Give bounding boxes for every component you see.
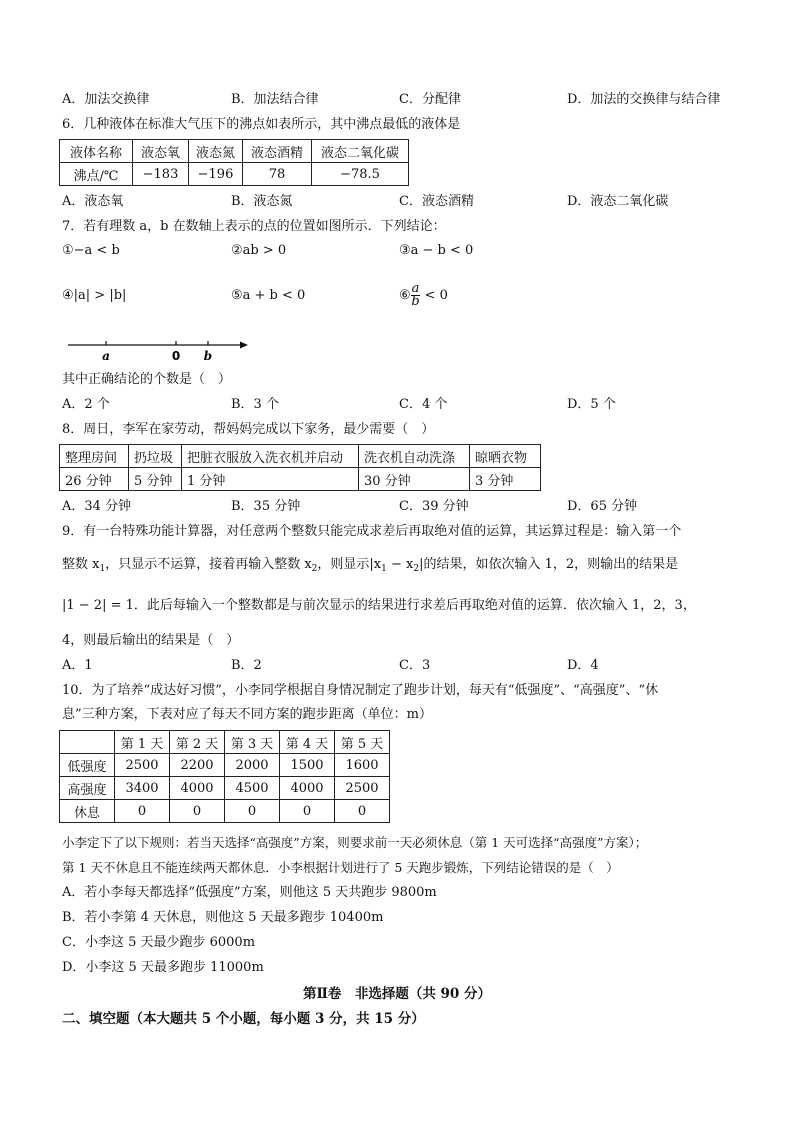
table-cell: 整理房间: [60, 445, 129, 468]
q10-option-d: D．小李这 5 天最多跑步 11000m: [62, 960, 264, 975]
q6-boiling-table: [59, 139, 409, 186]
table-cell: 5 分钟: [129, 468, 182, 491]
table-cell: 洗衣机自动洗涤: [359, 445, 470, 468]
table-cell: 2000: [225, 754, 280, 777]
table-cell: 第 3 天: [225, 731, 280, 754]
q10-line-2: 息”三种方案，下表对应了每天不同方案的跑步距离（单位：m）: [62, 707, 432, 722]
subscript: 1: [381, 564, 387, 574]
table-row: [60, 777, 390, 800]
q7-conclusion-4: ④|a| > |b|: [62, 288, 127, 303]
table-cell: 把脏衣服放入洗衣机并启动: [182, 445, 359, 468]
table-cell: 30 分钟: [359, 468, 470, 491]
table-cell: 0: [335, 800, 390, 823]
q10-line-1: 10．为了培养“成达好习惯”，小李同学根据自身情况制定了跑步计划，每天有“低强度”、“高强度”、“休: [62, 683, 659, 698]
q10-running-table: [59, 730, 390, 823]
axis-label-a: a: [102, 349, 110, 362]
table-cell: 2200: [170, 754, 225, 777]
subscript: 2: [311, 564, 318, 574]
table-cell: 3400: [115, 777, 170, 800]
fraction: [411, 283, 421, 308]
number-line-arrow: [240, 342, 248, 349]
q10-rule-1: 小李定下了以下规则：若当天选择“高强度”方案，则要求前一天必须休息（第 1 天可选择“高强度”方案）；: [62, 835, 648, 850]
q10-option-a: A．若小李每天都选择“低强度”方案，则他这 5 天共跑步 9800m: [62, 885, 437, 900]
q9-text: ，只显示不运算，接着再输入整数 x: [105, 557, 312, 572]
table-cell: −183: [133, 163, 189, 186]
q9-text: |的结果，如依次输入 1，2，则输出的结果是: [419, 557, 679, 572]
q9-option-b: B．2: [231, 658, 262, 673]
table-cell: 78: [243, 163, 312, 186]
q7-question: 其中正确结论的个数是（ ）: [62, 372, 232, 387]
q10-rule-2: 第 1 天不休息且不能连续两天都休息．小李根据计划进行了 5 天跑步锻炼，下列结论错误的是（ ）: [62, 860, 619, 875]
table-cell: 高强度: [60, 777, 115, 800]
q7-stem: 7．若有理数 a，b 在数轴上表示的点的位置如图所示．下列结论：: [62, 219, 446, 234]
table-cell: 4000: [280, 777, 335, 800]
q7-conclusion-3: ③a − b < 0: [399, 243, 474, 258]
table-cell: 第 4 天: [280, 731, 335, 754]
q6-option-c: C．液态酒精: [399, 194, 474, 209]
table-cell: 第 2 天: [170, 731, 225, 754]
q9-text: − x: [386, 557, 414, 572]
table-cell: 0: [280, 800, 335, 823]
table-cell: 低强度: [60, 754, 115, 777]
table-cell: 液态酒精: [243, 140, 312, 163]
q9-option-a: A．1: [62, 658, 93, 673]
q9-line-3: |1 − 2| = 1．此后每输入一个整数都是与前次显示的结果进行求差后再取绝对值的运算．依次输入 1，2，3，: [62, 598, 696, 613]
fraction-numerator: a: [411, 281, 420, 296]
q8-option-c: C．39 分钟: [399, 499, 469, 514]
table-cell: 沸点/℃: [60, 163, 133, 186]
table-row: [60, 445, 541, 468]
table-cell: 3 分钟: [470, 468, 541, 491]
q10-option-b: B．若小李第 4 天休息，则他这 5 天最多跑步 10400m: [62, 910, 384, 925]
table-row: [60, 163, 409, 186]
q7-conclusion-2: ②ab > 0: [231, 243, 287, 258]
table-cell: 液态氮: [189, 140, 243, 163]
q7-option-b: B．3 个: [231, 397, 279, 412]
table-cell: 2500: [335, 777, 390, 800]
q6-option-d: D．液态二氧化碳: [567, 194, 669, 209]
table-row: [60, 731, 390, 754]
table-cell: 第 1 天: [115, 731, 170, 754]
q9-line-4: 4，则最后输出的结果是（ ）: [62, 633, 240, 648]
table-cell: 0: [225, 800, 280, 823]
q5-option-b: B．加法结合律: [231, 92, 319, 107]
table-cell: 1 分钟: [182, 468, 359, 491]
table-cell: 26 分钟: [60, 468, 129, 491]
q6-option-a: A．液态氧: [62, 194, 124, 209]
table-cell: 液态二氧化碳: [312, 140, 409, 163]
q7-conclusion-1: ①−a < b: [62, 243, 120, 258]
q9-option-d: D．4: [567, 658, 599, 673]
table-cell: 4000: [170, 777, 225, 800]
q7-option-d: D．5 个: [567, 397, 616, 412]
table-row: [60, 140, 409, 163]
table-row: [60, 468, 541, 491]
q6-stem: 6．几种液体在标准大气压下的沸点如表所示，其中沸点最低的液体是: [62, 117, 461, 132]
q7-conclusion-5: ⑤a + b < 0: [231, 288, 306, 303]
q7-option-c: C．4 个: [399, 397, 448, 412]
q9-line-1: 9．有一台特殊功能计算器，对任意两个整数只能完成求差后再取绝对值的运算，其运算过程是：输入第一个: [62, 524, 682, 539]
subscript: 2: [413, 564, 420, 574]
q5-option-d: D．加法的交换律与结合律: [567, 92, 721, 107]
table-cell: 1500: [280, 754, 335, 777]
q5-option-c: C．分配律: [399, 92, 461, 107]
table-cell: 0: [115, 800, 170, 823]
q8-option-a: A．34 分钟: [62, 499, 132, 514]
axis-label-b: b: [203, 349, 213, 362]
table-cell: 0: [170, 800, 225, 823]
q8-option-d: D．65 分钟: [567, 499, 638, 514]
axis-label-zero: 0: [171, 349, 181, 362]
q9-text: ，则显示|x: [317, 557, 382, 572]
table-cell: 1600: [335, 754, 390, 777]
table-cell: 第 5 天: [335, 731, 390, 754]
table-row: [60, 800, 390, 823]
q9-option-c: C．3: [399, 658, 431, 673]
q10-option-c: C．小李这 5 天最少跑步 6000m: [62, 935, 256, 950]
subscript: 1: [99, 564, 106, 574]
q7-conclusion-6-label: ⑥: [399, 288, 411, 303]
q5-option-a: A．加法交换律: [62, 92, 150, 107]
q6-option-b: B．液态氮: [231, 194, 293, 209]
q7-conclusion-6: [399, 280, 448, 312]
part-2-title: 第Ⅱ卷 非选择题（共 90 分）: [302, 986, 492, 1002]
table-cell: 扔垃圾: [129, 445, 182, 468]
q9-text: 整数 x: [62, 557, 100, 572]
table-row: [60, 754, 390, 777]
table-cell: 2500: [115, 754, 170, 777]
table-cell: 4500: [225, 777, 280, 800]
fraction-denominator: b: [411, 294, 420, 309]
table-cell: 液体名称: [60, 140, 133, 163]
section-2-title: 二、填空题（本大题共 5 个小题，每小题 3 分，共 15 分）: [62, 1011, 425, 1027]
table-cell: 休息: [60, 800, 115, 823]
q9-line-2: [62, 556, 678, 578]
table-cell: [60, 731, 115, 754]
table-cell: 液态氧: [133, 140, 189, 163]
q8-chores-table: [59, 444, 541, 491]
q8-option-b: B．35 分钟: [231, 499, 301, 514]
table-cell: −78.5: [312, 163, 409, 186]
number-line-figure: [60, 334, 260, 362]
q7-option-a: A．2 个: [62, 397, 110, 412]
table-cell: 晾晒衣物: [470, 445, 541, 468]
fraction-tail: < 0: [420, 288, 448, 303]
table-cell: −196: [189, 163, 243, 186]
q8-stem: 8．周日，李军在家劳动，帮妈妈完成以下家务，最少需要（ ）: [62, 422, 435, 437]
